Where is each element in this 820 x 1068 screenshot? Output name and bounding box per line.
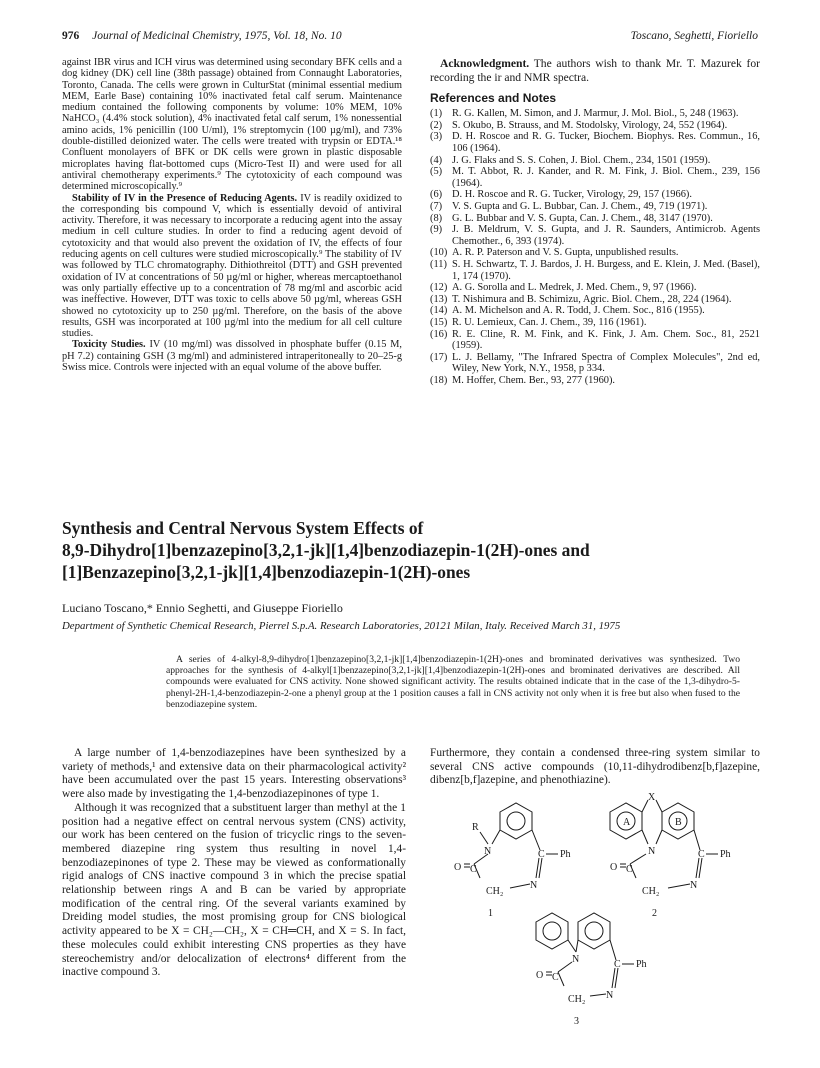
reference-number: (6) [430, 189, 443, 201]
prev-article-right-column [430, 57, 760, 387]
r-label: R [472, 822, 479, 833]
reference-number: (1) [430, 108, 443, 120]
stability-paragraph [62, 193, 402, 340]
n-label: N [572, 954, 580, 965]
reference-number: (18) [430, 374, 448, 386]
bond [558, 972, 564, 986]
bond [694, 830, 700, 850]
bond [558, 962, 572, 972]
reference-item [430, 282, 760, 294]
bond [532, 830, 540, 850]
reference-item [430, 224, 760, 247]
reference-number: (17) [430, 351, 448, 363]
title-line: Synthesis and Central Nervous System Effects of [62, 518, 424, 538]
abstract-text: A series of 4-alkyl-8,9-dihydro[1]benzazepino[3,2,1-jk][1,4]benzodiazepin-1(2H)-ones and brominated derivatives was synthesized. Two approaches for the synthesis of 4-alkyl[1]benzazepino[3,2,1-jk][1,4]benzodiazepin-1(2H)-ones and brominated derivatives are described. All compounds were evaluated for CNS activity. None showed significant activity. The results obtained indicate that in the case of the 1,3-dihydro-5-phenyl-2H-1,4-benzodiazepin-2-one a phenyl group at the 1 position causes a fall in CNS activity not only when it is free but also when fused to the benzodiazepine system. [166, 654, 740, 710]
reference-text: S. Okubo, B. Strauss, and M. Stodolsky, Virology, 24, 552 (1964). [452, 119, 728, 131]
references-list [430, 108, 760, 386]
c-label: C [552, 972, 559, 983]
bond [576, 940, 578, 952]
reference-number: (5) [430, 166, 443, 178]
reference-item [430, 108, 760, 120]
reference-text: R. U. Lemieux, Can. J. Chem., 39, 116 (1961). [452, 316, 647, 328]
c-label: C [538, 849, 545, 860]
toxicity-text: IV (10 mg/ml) was dissolved in phosphate buffer (0.15 M, pH 7.2) containing GSH (3 mg/ml) and administered intraperitoneally to 20–25-g Swiss mice. Controls were injected with an equal volume of the above buffer. [62, 339, 402, 374]
bond [668, 884, 690, 888]
n-label: N [690, 880, 698, 891]
abstract [166, 654, 740, 710]
reference-item [430, 317, 760, 329]
references-heading: References and Notes [430, 91, 557, 105]
benzene-ring [536, 913, 568, 949]
reference-text: A. M. Michelson and A. R. Todd, J. Chem. Soc., 816 (1955). [452, 305, 705, 317]
reference-number: (15) [430, 316, 448, 328]
reference-number: (7) [430, 201, 443, 213]
methods-paragraph: against IBR virus and ICH virus was determined using secondary BFK cells and a dog kidney (DK) cell line (38th passage) obtained from Connaught Laboratories, Toronto, Canada. The cells were grown in CulturStat (minimal essential medium MEM, Earle Base) containing 10% inactivated fetal calf serum. Maintenance medium contained the following components by volume: 10% MEM, 10% NaHCO₃ (4.4% stock solution), 4% inactivated fetal calf serum, 1% nonessential amino acids, 1% penicillin (100 U/ml), 1% streptomycin (100 µg/ml), and 73% double-distilled deionized water. The cells were treated with trypsin or EDTA.¹⁸ Confluent monolayers of BFK or DK cells were grown in plastic disposable microplates having flat-bottomed cups (Micro-Test II) and were used for all antiviral chemotherapy experiments.⁹ The cytotoxicity of each compound was determined microscopically.⁹ [62, 57, 402, 193]
ph-label: Ph [720, 849, 731, 860]
running-head-authors: Toscano, Seghetti, Fioriello [630, 30, 758, 42]
reference-text: J. B. Meldrum, V. S. Gupta, and J. R. Saunders, Antimicrob. Agents Chemother., 6, 393 (1974). [452, 224, 760, 247]
bond [539, 858, 542, 878]
bond [492, 830, 500, 844]
reference-text: D. H. Roscoe and R. G. Tucker, Virology, 29, 157 (1966). [452, 189, 692, 201]
stability-heading: Stability of IV in the Presence of Reducing Agents. [72, 192, 298, 204]
aromatic-circle [543, 922, 561, 940]
aromatic-circle [507, 812, 525, 830]
author-list: Luciano Toscano,* Ennio Seghetti, and Giuseppe Fioriello [62, 601, 343, 615]
benzene-ring [578, 913, 610, 949]
ch2-label: CH₂ [568, 994, 586, 1005]
body-paragraph: A large number of 1,4-benzodiazepines have been synthesized by a variety of methods,¹ and extensive data on their pharmacological activity² have been accumulated over the past 15 years. Interesting observations³ were also made by investigating the 1,4-benzodiazepinones of type 1. [62, 747, 406, 801]
reference-number: (3) [430, 131, 443, 143]
bond [630, 854, 646, 864]
reference-item [430, 329, 760, 352]
c-label: C [470, 864, 477, 875]
reference-item [430, 247, 760, 259]
toxicity-heading: Toxicity Studies. [72, 339, 146, 351]
reference-item [430, 305, 760, 317]
ch2-label: CH₂ [642, 886, 660, 897]
reference-text: R. G. Kallen, M. Simon, and J. Marmur, J. Mol. Biol., 5, 248 (1963). [452, 108, 739, 120]
reference-text: S. H. Schwartz, T. J. Bardos, J. H. Burgess, and E. Klein, J. Med. (Basel), 1, 174 (1970). [452, 259, 760, 282]
reference-item [430, 352, 760, 375]
page-number: 976 [62, 30, 80, 42]
reference-number: (16) [430, 328, 448, 340]
bond [610, 940, 616, 960]
reference-item [430, 131, 760, 154]
reference-number: (4) [430, 154, 443, 166]
ch2-label: CH₂ [486, 886, 504, 897]
reference-text: L. J. Bellamy, "The Infrared Spectra of Complex Molecules", 2nd ed, Wiley, New York, N.Y., 1958, p 334. [452, 351, 760, 375]
title-line: [1]Benzazepino[3,2,1-jk][1,4]benzodiazepin-1(2H)-ones [62, 562, 471, 582]
x-label: X [648, 792, 656, 803]
bond [699, 858, 702, 878]
c-label: C [614, 959, 621, 970]
toxicity-paragraph [62, 339, 402, 373]
reference-item [430, 213, 760, 225]
reference-number: (9) [430, 224, 443, 236]
n-label: N [484, 846, 492, 857]
n-label: N [530, 880, 538, 891]
reference-item [430, 375, 760, 387]
prev-article-left-column [62, 57, 402, 373]
o-label: O [610, 862, 618, 873]
bond [510, 884, 530, 888]
ph-label: Ph [636, 959, 647, 970]
reference-text: J. G. Flaks and S. S. Cohen, J. Biol. Chem., 234, 1501 (1959). [452, 154, 711, 166]
body-right-column [430, 747, 760, 788]
o-label: O [536, 970, 544, 981]
title-line: 8,9-Dihydro[1]benzazepino[3,2,1-jk][1,4]benzodiazepin-1(2H)-ones and [62, 540, 590, 560]
bond [656, 830, 662, 844]
reference-text: D. H. Roscoe and R. G. Tucker, Biochem. Biophys. Res. Commun., 16, 106 (1964). [452, 131, 760, 155]
running-header [62, 30, 758, 46]
body-left-column [62, 747, 406, 980]
bond [480, 832, 488, 844]
ring-b-label: B [675, 817, 682, 828]
reference-item [430, 166, 760, 189]
bond [696, 858, 699, 878]
reference-item [430, 189, 760, 201]
reference-item [430, 201, 760, 213]
reference-item [430, 259, 760, 282]
compound-number: 3 [574, 1016, 579, 1027]
reference-number: (12) [430, 282, 448, 294]
chemical-structures-figure [440, 792, 760, 1032]
stability-text: IV is readily oxidized to the corresponding bis compound V, which is essentially devoid of antiviral activity. Therefore, it was necessary to incorporate a reducing agent into the assay medium in cell culture studies. In order to find a reducing agent devoid of cytotoxicity and that would also prevent the oxidation of IV, the effects of four reducing agents on cell cultures were studied microscopically.⁹ The stability of IV was followed by TLC chromatography. Dithiothreitol (DTT) and GSH prevented oxidation of IV at concentrations of 50 µg/ml or higher, whereas mercaptoethanol was only partially effective up to a concentration of 78 mg/ml and ascorbic acid was ineffective. However, DTT was toxic to cells above 50 µg/ml, whereas GSH showed no cytotoxicity up to 250 µg/ml. Therefore, on the basis of the above results, GSH was incorporated at 100 µg/ml into the medium for all cell culture studies. [62, 192, 402, 340]
acknowledgment-paragraph [430, 57, 760, 85]
benzene-ring [500, 803, 532, 839]
n-label: N [606, 990, 614, 1001]
bond [612, 968, 615, 988]
reference-number: (10) [430, 247, 448, 259]
article-title [62, 517, 780, 583]
reference-number: (8) [430, 212, 443, 224]
ring-a-label: A [623, 817, 631, 828]
bond [656, 800, 662, 812]
acknowledgment-heading: Acknowledgment. [440, 57, 530, 70]
bond [615, 968, 618, 988]
reference-text: R. E. Cline, R. M. Fink, and K. Fink, J. Am. Chem. Soc., 81, 2521 (1959). [452, 328, 760, 352]
reference-item [430, 155, 760, 167]
bond [536, 858, 539, 878]
n-label: N [648, 846, 656, 857]
journal-citation: Journal of Medicinal Chemistry, 1975, Vol. 18, No. 10 [92, 30, 342, 42]
body-paragraph: Furthermore, they contain a condensed three-ring system similar to several CNS active compounds (10,11-dihydrodibenz[b,f]azepine, dibenz[b,f]azepine, and phenothiazine). [430, 747, 760, 787]
reference-text: M. T. Abbot, R. J. Kander, and R. M. Fink, J. Biol. Chem., 239, 156 (1964). [452, 166, 760, 189]
bond [568, 940, 576, 952]
affiliation: Department of Synthetic Chemical Research, Pierrel S.p.A. Research Laboratories, 20121 Milan, Italy. Received March 31, 1975 [62, 620, 621, 632]
reference-text: T. Nishimura and B. Schimizu, Agric. Biol. Chem., 28, 224 (1964). [452, 293, 732, 305]
reference-text: M. Hoffer, Chem. Ber., 93, 277 (1960). [452, 374, 616, 386]
c-label: C [698, 849, 705, 860]
o-label: O [454, 862, 462, 873]
acknowledgment-text: The authors wish to thank Mr. T. Mazurek for recording the ir and NMR spectra. [430, 57, 760, 84]
aromatic-circle [585, 922, 603, 940]
reference-item [430, 120, 760, 132]
reference-number: (11) [430, 259, 447, 271]
reference-text: V. S. Gupta and G. L. Bubbar, Can. J. Chem., 49, 719 (1971). [452, 201, 708, 213]
compound-number: 2 [652, 908, 657, 919]
bond [642, 830, 648, 844]
c-label: C [626, 864, 633, 875]
reference-number: (14) [430, 305, 448, 317]
reference-text: A. R. P. Paterson and V. S. Gupta, unpublished results. [452, 247, 679, 259]
reference-text: G. L. Bubbar and V. S. Gupta, Can. J. Chem., 48, 3147 (1970). [452, 212, 713, 224]
compound-number: 1 [488, 908, 493, 919]
bond [590, 994, 606, 996]
reference-text: A. G. Sorolla and L. Medrek, J. Med. Chem., 9, 97 (1966). [452, 282, 697, 294]
reference-number: (2) [430, 119, 443, 131]
reference-item [430, 294, 760, 306]
reference-number: (13) [430, 293, 448, 305]
body-paragraph: Although it was recognized that a substituent larger than methyl at the 1 position had a negative effect on central nervous system (CNS) activity, our work has been centered on the fusion of tricyclic rings to the seven-membered diazepine ring system thus resulting in novel 1,4-benzodiazepinones of type 2. These may be viewed as conformationally rigid analogs of CNS inactive compound 3 in which the precise spatial relationship between rings A and B can be varied by appropriate modification of the central ring. Of the several variants examined by Dreiding model studies, the most promising group for CNS biological activity appeared to be X = CH₂—CH₂, X = CH═CH, and X = S. In fact, these molecules could exhibit interesting CNS properties as they have stereochemistry and/or delocalization of electrons⁴ different from the inactive compound 3. [62, 801, 406, 979]
ph-label: Ph [560, 849, 571, 860]
